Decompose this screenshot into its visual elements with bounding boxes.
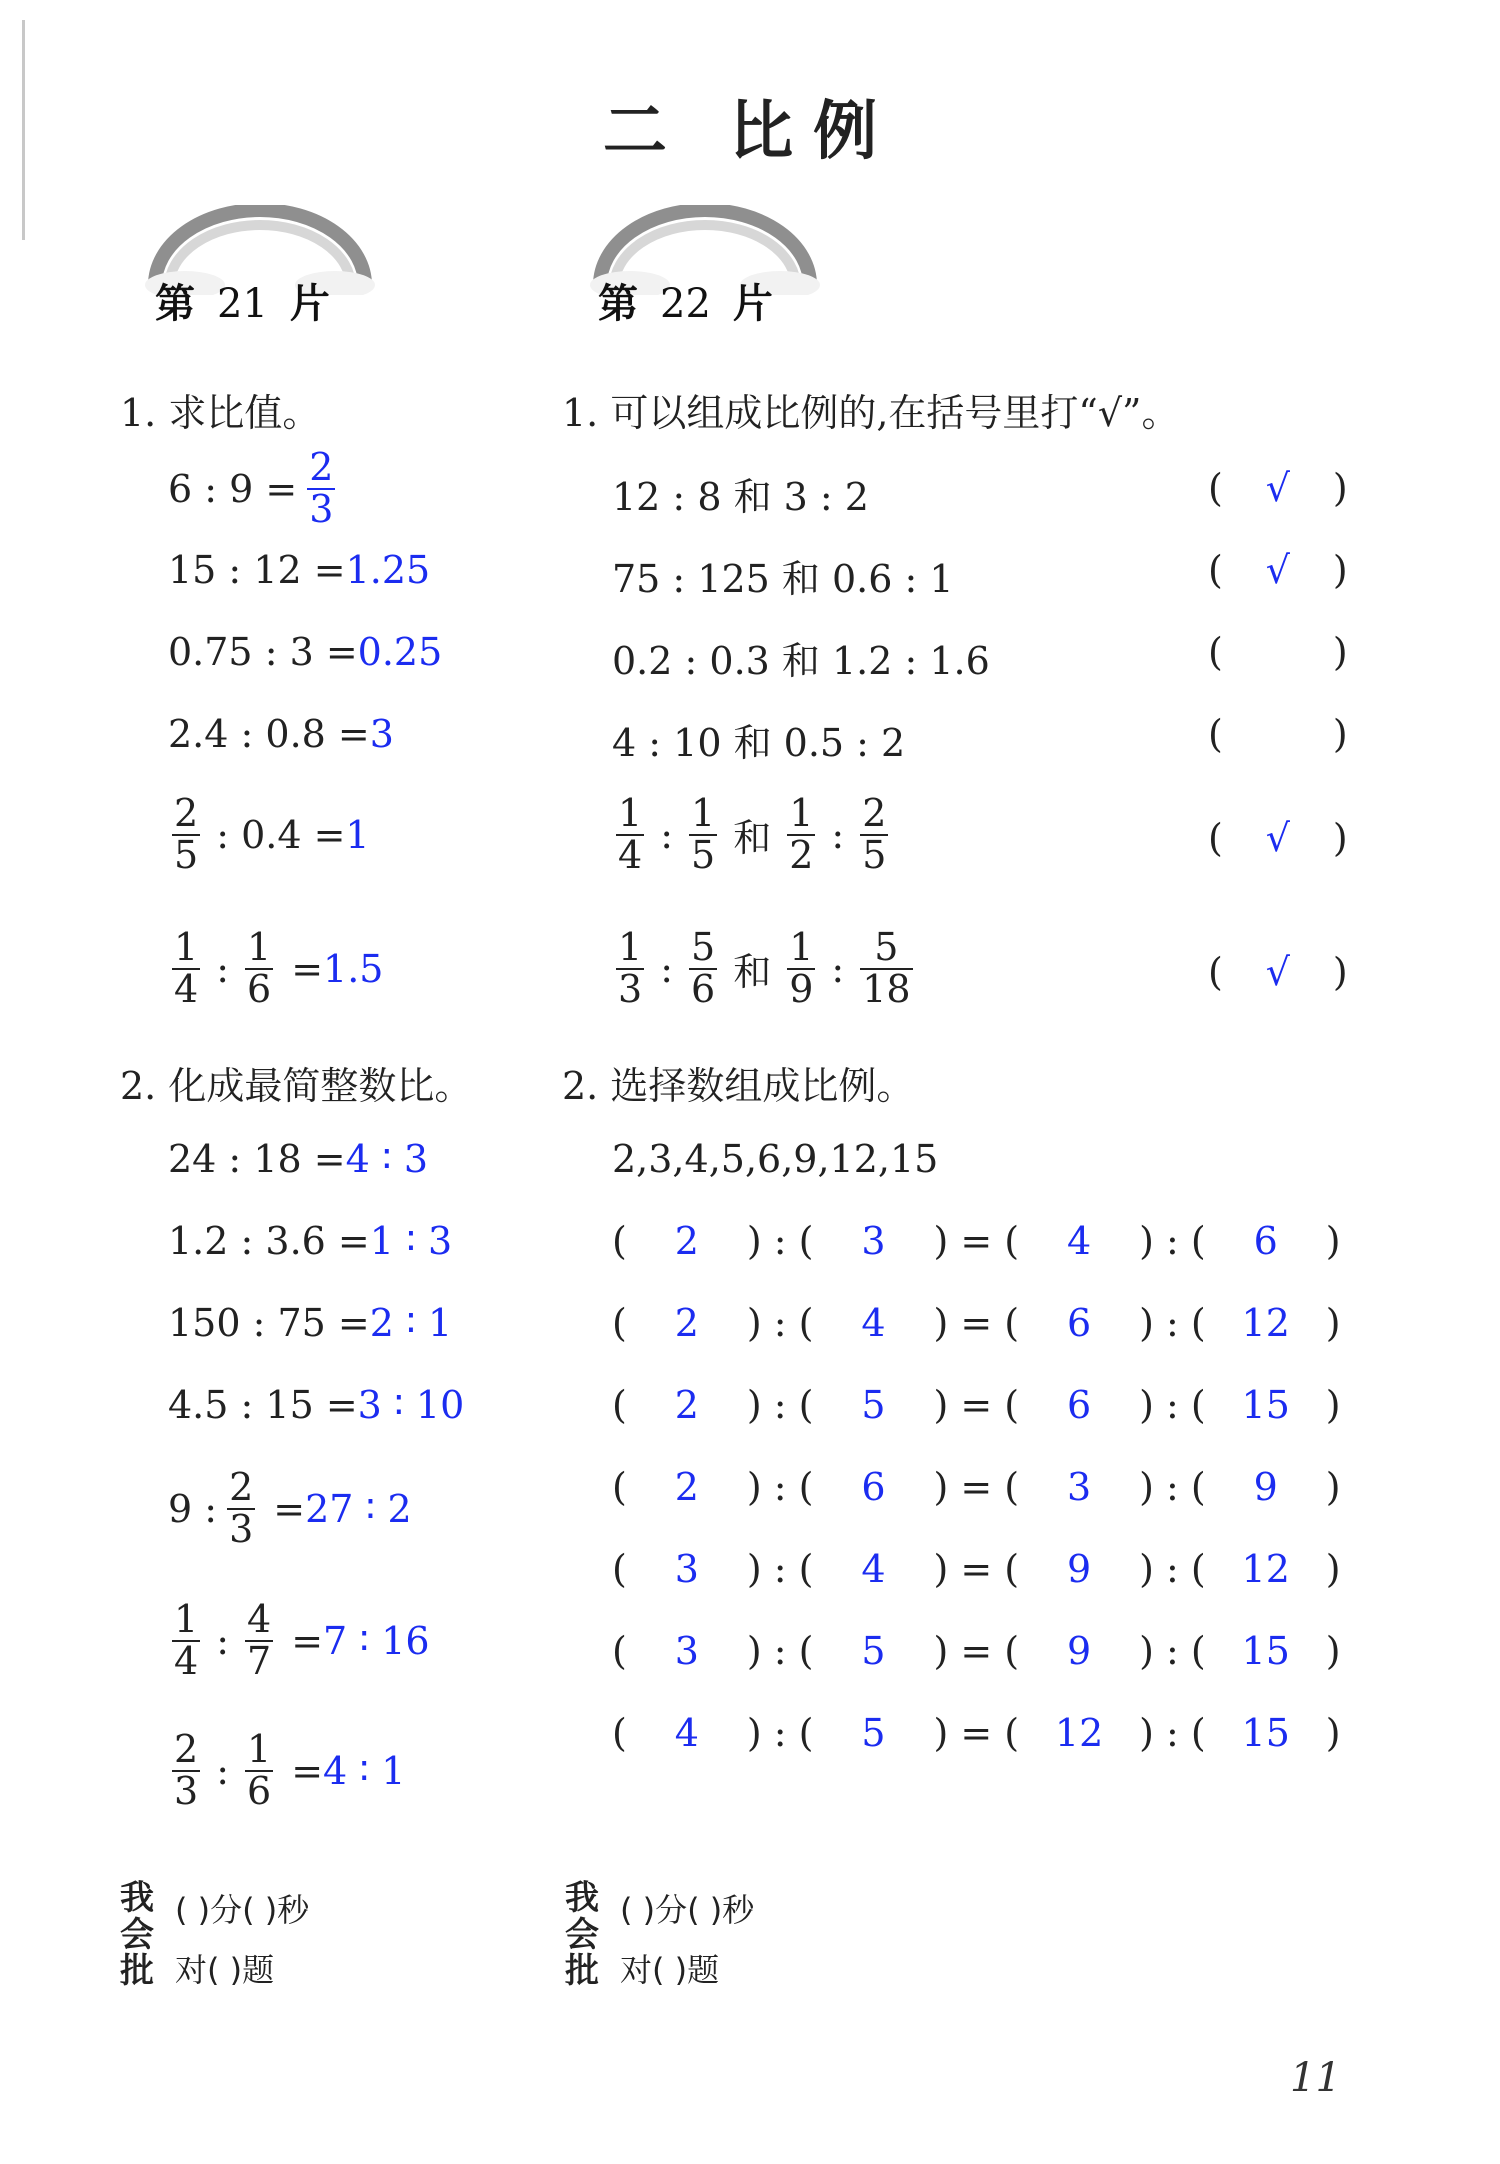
page-number: 11 — [1290, 2055, 1341, 2101]
left-q1-item-2 — [168, 548, 430, 592]
numerator: 1 — [789, 925, 814, 969]
fraction — [860, 791, 888, 877]
expr: 150 : 75 = — [168, 1301, 370, 1345]
denominator: 3 — [174, 1768, 199, 1813]
badge-post: 片 — [732, 281, 773, 327]
numerator: 2 — [174, 791, 199, 835]
numerator: 1 — [618, 925, 643, 969]
badge-pre: 第 — [155, 281, 195, 327]
badge-number: 22 — [660, 281, 711, 327]
colon: : — [660, 812, 673, 857]
numerator: 2 — [174, 1727, 199, 1771]
answer: 1.25 — [345, 548, 431, 592]
right-q1-item-6 — [612, 925, 917, 1011]
fraction — [787, 791, 815, 877]
grader-label — [565, 1880, 605, 1990]
denominator: 4 — [174, 966, 199, 1011]
badge-pre: 第 — [598, 281, 638, 327]
right-q1-heading: 1. 可以组成比例的,在括号里打“√”。 — [562, 391, 1180, 435]
expr: 0.2 : 0.3 和 1.2 : 1.6 — [612, 639, 990, 683]
blank-a[interactable]: 2 — [674, 1383, 699, 1427]
answer: 7 ∶ 16 — [323, 1618, 430, 1663]
page-title: 二 比例 — [602, 95, 898, 169]
label-char: 批 — [120, 1951, 154, 1992]
left-q2-item-7: $\frac{2}{3}$ : $\frac{1}{6}$ = 4 ∶ 1 — [174, 1727, 406, 1813]
denominator: 6 — [247, 1768, 272, 1813]
blank-a[interactable]: 3 — [674, 1629, 699, 1673]
answer: 4 ∶ 3 — [345, 1137, 428, 1181]
left-q1-item-6: $\frac{1}{4}$ : $\frac{1}{6}$ = 1.5 — [174, 925, 384, 1011]
denominator: 5 — [174, 832, 199, 877]
answer: 1 ∶ 3 — [369, 1219, 453, 1263]
check-mark: √ — [1265, 950, 1290, 994]
proportion-row: ( 3 ) : ( 5 ) = ( 9 ) : ( 15 ) — [612, 1629, 1341, 1673]
expr: : 0.4 = — [216, 812, 346, 857]
denominator: 3 — [229, 1506, 254, 1551]
blank-b[interactable]: 5 — [861, 1383, 886, 1427]
badge-22 — [598, 272, 773, 329]
blank-c[interactable]: 12 — [1054, 1711, 1104, 1755]
time-record: ( )分( )秒 — [620, 1891, 755, 1929]
left-q1-item-4 — [168, 712, 394, 756]
answer: 2 ∶ 1 — [369, 1301, 453, 1345]
check-box-1[interactable]: ( √ ) — [1208, 466, 1348, 510]
and-word: 和 — [733, 950, 772, 995]
check-box-5[interactable]: ( √ ) — [1208, 816, 1348, 860]
left-q2-item-4 — [168, 1383, 464, 1427]
numerator: 1 — [174, 1597, 199, 1641]
denominator: 7 — [247, 1638, 272, 1683]
blank-c[interactable]: 9 — [1067, 1547, 1092, 1591]
proportion-row: ( 2 ) : ( 3 ) = ( 4 ) : ( 6 ) — [612, 1219, 1341, 1263]
fraction — [172, 791, 200, 877]
blank-b[interactable]: 4 — [861, 1547, 886, 1591]
answer: 1 — [345, 812, 370, 857]
blank-d[interactable]: 9 — [1253, 1465, 1278, 1509]
expr: 0.75 : 3 = — [168, 630, 358, 674]
right-q1-item-3 — [612, 630, 990, 685]
proportion-row: ( 2 ) : ( 5 ) = ( 6 ) : ( 15 ) — [612, 1383, 1341, 1427]
badge-number: 21 — [217, 281, 268, 327]
blank-c[interactable]: 3 — [1067, 1465, 1092, 1509]
left-q2-item-5: 9 : $\frac{2}{3}$ = 27 ∶ 2 — [168, 1465, 412, 1551]
denominator: 9 — [789, 966, 814, 1011]
right-q1-item-1 — [612, 466, 869, 521]
check-box-3[interactable]: ( ) — [1208, 630, 1348, 674]
proportion-row: ( 2 ) : ( 4 ) = ( 6 ) : ( 12 ) — [612, 1301, 1341, 1345]
fraction — [689, 791, 717, 877]
label-char: 会 — [120, 1914, 154, 1955]
correct-record: 对( )题 — [620, 1951, 720, 1989]
colon: : — [660, 946, 673, 991]
check-mark: √ — [1265, 548, 1290, 592]
left-q1-item-3 — [168, 630, 442, 674]
left-q2-item-1 — [168, 1137, 428, 1181]
numerator: 5 — [691, 925, 716, 969]
label-char: 会 — [565, 1914, 599, 1955]
fraction — [227, 1465, 255, 1551]
check-box-2[interactable]: ( √ ) — [1208, 548, 1348, 592]
left-q1-item-1 — [168, 445, 339, 531]
denominator: 5 — [862, 832, 887, 877]
left-q2-heading: 2. 化成最简整数比。 — [120, 1064, 473, 1108]
label-char: 我 — [120, 1878, 154, 1918]
right-q2-heading: 2. 选择数组成比例。 — [562, 1064, 915, 1108]
blank-d[interactable]: 6 — [1253, 1219, 1278, 1263]
colon: : — [831, 812, 845, 857]
colon: : — [216, 1618, 229, 1663]
numerator: 2 — [229, 1465, 254, 1509]
expr: 2.4 : 0.8 = — [168, 712, 370, 756]
time-record: ( )分( )秒 — [175, 1891, 310, 1929]
blank-a[interactable]: 4 — [674, 1711, 699, 1755]
numerator: 1 — [691, 791, 716, 835]
denominator: 3 — [309, 486, 334, 531]
expr: 24 : 18 = — [168, 1137, 346, 1181]
denominator: 2 — [789, 832, 814, 877]
expr: 12 : 8 和 3 : 2 — [612, 475, 869, 519]
denominator: 6 — [247, 966, 272, 1011]
answer: 4 ∶ 1 — [323, 1748, 406, 1793]
blank-d[interactable]: 15 — [1241, 1711, 1290, 1755]
fraction — [245, 1597, 273, 1683]
fraction — [616, 925, 644, 1011]
fraction — [787, 925, 815, 1011]
answer: 27 ∶ 2 — [305, 1486, 412, 1531]
numerator: 1 — [618, 791, 643, 835]
denominator: 5 — [691, 832, 716, 877]
left-q1-item-5 — [168, 791, 370, 877]
check-box-4[interactable]: ( ) — [1208, 712, 1348, 756]
fraction — [860, 925, 912, 1011]
answer: 1.5 — [323, 946, 384, 991]
blank-b[interactable]: 5 — [861, 1629, 886, 1673]
answer: 0.25 — [357, 630, 443, 674]
numerator: 1 — [174, 925, 199, 969]
proportion-row: ( 4 ) : ( 5 ) = ( 12 ) : ( 15 ) — [612, 1711, 1341, 1755]
blank-c[interactable]: 6 — [1067, 1383, 1092, 1427]
expr: 15 : 12 = — [168, 548, 346, 592]
colon: : — [831, 946, 845, 991]
colon: : — [216, 946, 229, 991]
colon: : — [216, 1748, 229, 1793]
expr: 1.2 : 3.6 = — [168, 1219, 370, 1263]
expr: 4.5 : 15 = — [168, 1383, 358, 1427]
blank-d[interactable]: 12 — [1241, 1547, 1290, 1591]
fraction — [245, 1727, 273, 1813]
fraction — [172, 1727, 200, 1813]
answer-fraction — [307, 445, 335, 531]
left-q2-item-6: $\frac{1}{4}$ : $\frac{4}{7}$ = 7 ∶ 16 — [174, 1597, 430, 1683]
check-box-6[interactable]: ( √ ) — [1208, 950, 1348, 994]
expr: 75 : 125 和 0.6 : 1 — [612, 557, 954, 601]
denominator: 4 — [618, 832, 643, 877]
grader-label — [120, 1880, 160, 1990]
blank-d[interactable]: 15 — [1241, 1383, 1290, 1427]
blank-b[interactable]: 5 — [861, 1711, 886, 1755]
proportion-row: ( 3 ) : ( 4 ) = ( 9 ) : ( 12 ) — [612, 1547, 1341, 1591]
blank-b[interactable]: 3 — [861, 1219, 886, 1263]
numerator: 4 — [247, 1597, 272, 1641]
expr: 4 : 10 和 0.5 : 2 — [612, 721, 906, 765]
numerator: 2 — [862, 791, 887, 835]
numerator: 1 — [789, 791, 814, 835]
right-q1-item-5 — [612, 791, 892, 877]
blank-a[interactable]: 3 — [674, 1547, 699, 1591]
fraction — [616, 791, 644, 877]
number-set: 2,3,4,5,6,9,12,15 — [612, 1137, 939, 1181]
numerator: 1 — [247, 1727, 272, 1771]
fraction — [689, 925, 717, 1011]
blank-c[interactable]: 9 — [1067, 1629, 1092, 1673]
badge-21 — [155, 272, 330, 329]
blank-c[interactable]: 4 — [1067, 1219, 1092, 1263]
denominator: 3 — [618, 966, 643, 1011]
expr: 9 : — [168, 1486, 218, 1531]
label-char: 批 — [565, 1951, 599, 1992]
answer: 3 ∶ 10 — [357, 1383, 465, 1427]
fraction — [245, 925, 273, 1011]
left-q2-item-2 — [168, 1219, 452, 1263]
numerator: 2 — [309, 445, 334, 489]
expr: 6 : 9 = — [168, 466, 298, 511]
answer: 3 — [369, 712, 394, 756]
badge-post: 片 — [289, 281, 330, 327]
blank-b[interactable]: 6 — [861, 1465, 886, 1509]
left-q1-heading: 1. 求比值。 — [120, 391, 321, 435]
label-char: 我 — [565, 1878, 599, 1918]
blank-d[interactable]: 15 — [1241, 1629, 1290, 1673]
blank-b[interactable]: 4 — [861, 1301, 886, 1345]
blank-a[interactable]: 2 — [674, 1301, 699, 1345]
numerator: 5 — [874, 925, 899, 969]
denominator: 4 — [174, 1638, 199, 1683]
blank-d[interactable]: 12 — [1241, 1301, 1290, 1345]
right-q1-item-2 — [612, 548, 954, 603]
right-q1-item-4 — [612, 712, 905, 767]
proportion-row: ( 2 ) : ( 6 ) = ( 3 ) : ( 9 ) — [612, 1465, 1341, 1509]
correct-record: 对( )题 — [175, 1951, 275, 1989]
check-mark: √ — [1265, 816, 1290, 860]
denominator: 18 — [862, 966, 911, 1011]
denominator: 6 — [691, 966, 716, 1011]
fraction — [172, 925, 200, 1011]
numerator: 1 — [247, 925, 272, 969]
left-q2-item-3 — [168, 1301, 452, 1345]
blank-a[interactable]: 2 — [674, 1219, 699, 1263]
blank-a[interactable]: 2 — [674, 1465, 699, 1509]
fraction — [172, 1597, 200, 1683]
blank-c[interactable]: 6 — [1067, 1301, 1092, 1345]
and-word: 和 — [733, 816, 772, 861]
check-mark: √ — [1265, 466, 1290, 510]
